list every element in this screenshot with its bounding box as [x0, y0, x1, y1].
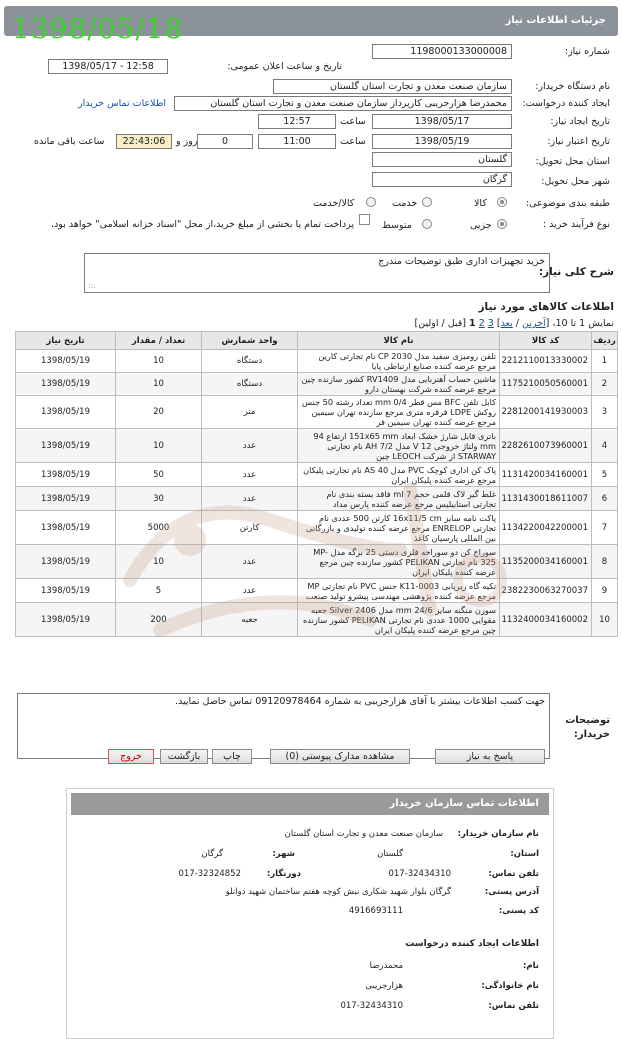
table-row: [16, 396, 618, 429]
cell-row-number: 10: [592, 603, 618, 637]
items-section-title: اطلاعات کالاهای مورد نیاز: [478, 301, 614, 313]
cell-item-code: 2282610073960001: [500, 429, 592, 463]
creator-field[interactable]: محمدرضا هزارجریبی کارپرداز سازمان صنعت معدن و تجارت استان گلستان: [174, 96, 512, 111]
col-date: تاریخ نیاز: [16, 332, 116, 350]
cell-item-code: 1134220042200001: [500, 511, 592, 545]
creator-phone-value: 017-32434310: [340, 1001, 403, 1011]
contact-org-label: نام سازمان خریدار:: [457, 829, 539, 839]
valid-time-field[interactable]: 11:00: [258, 134, 336, 149]
contact-postal-label: کد پستی:: [498, 906, 539, 916]
items-table: [15, 331, 618, 637]
cell-unit: متر: [202, 396, 298, 429]
cell-row-number: 8: [592, 545, 618, 579]
creator-phone-label: تلفن تماس:: [488, 1001, 539, 1011]
cell-row-number: 6: [592, 487, 618, 511]
cell-row-number: 7: [592, 511, 618, 545]
summary-label: شرح کلی نیاز:: [538, 266, 614, 278]
buyer-label: نام دستگاه خریدار:: [535, 81, 610, 92]
cell-unit: کارتن: [202, 511, 298, 545]
cell-unit: عدد: [202, 429, 298, 463]
process-partial-label: جزیی: [470, 220, 492, 231]
cell-item-name: باتری قابل شارژ خشک ابعاد 151x65 mm ارتفاع 94 mm ولتاژ خروجی 12 V مدل AH 7/2 نام تجارتی STARWAY از شرکت LEOCH چین: [298, 429, 500, 463]
cell-quantity: 20: [116, 396, 202, 429]
cell-quantity: 5: [116, 579, 202, 603]
cell-item-code: 1175210050560001: [500, 373, 592, 396]
process-partial-radio[interactable]: [497, 219, 507, 229]
cell-item-code: 1132400034160002: [500, 603, 592, 637]
cell-need-date: 1398/05/19: [16, 373, 116, 396]
treasury-payment-checkbox[interactable]: [359, 214, 370, 225]
cell-item-name: کابل تلفن BFC مس قطر 0/4 mm تعداد رشته 50 جنس روکش LDPE فرقره متری مرجع سازنده تهران سیمین مرجع عرضه کننده تهران سیمین فر: [298, 396, 500, 429]
remaining-label: ساعت باقی مانده: [34, 136, 105, 147]
create-date-label: تاریخ ایجاد نیاز:: [550, 116, 610, 127]
contact-address-value: گرگان بلوار شهید شکاری نبش کوچه هفتم ساختمان شهید دوانلو: [225, 887, 451, 897]
province-label: استان محل تحویل:: [535, 156, 610, 167]
pager-page-3[interactable]: 3: [487, 318, 494, 329]
col-qty: تعداد / مقدار: [116, 332, 202, 350]
cell-need-date: 1398/05/19: [16, 579, 116, 603]
cell-need-date: 1398/05/19: [16, 396, 116, 429]
table-row: [16, 429, 618, 463]
creator-label: ایجاد کننده درخواست:: [522, 98, 610, 109]
pager-separator: /: [512, 318, 523, 329]
col-unit: واحد شمارش: [202, 332, 298, 350]
contact-fax-label: دورنگار:: [266, 869, 301, 879]
contact-city-label: شهر:: [272, 849, 295, 859]
summary-textarea[interactable]: [84, 253, 550, 293]
cell-item-code: 1131420034160001: [500, 463, 592, 487]
category-service-label: خدمت: [392, 198, 418, 209]
exit-button[interactable]: خروج: [108, 749, 154, 764]
buyer-notes-text: جهت کسب اطلاعات بیشتر با آقای هزارجریبی به شماره 09120978464 تماس حاصل نمایید.: [174, 696, 545, 707]
print-button[interactable]: چاپ: [212, 749, 252, 764]
cell-unit: جعبه: [202, 603, 298, 637]
contact-city-value: گرگان: [201, 849, 223, 859]
cell-item-name: سوراخ کن دو سوراخه فلزی دستی 25 برگه مدل MP-325 نام تجارتی PELIKAN کشور سازنده چین مرجع عرضه کننده پلیکان ایران: [298, 545, 500, 579]
cell-quantity: 30: [116, 487, 202, 511]
cell-row-number: 3: [592, 396, 618, 429]
buyer-contact-link[interactable]: اطلاعات تماس خریدار: [78, 98, 167, 109]
contact-fax-value: 017-32324852: [178, 869, 241, 879]
contact-postal-value: 4916693111: [348, 906, 403, 916]
cell-need-date: 1398/05/19: [16, 350, 116, 373]
cell-item-name: غلط گیر لاک قلمی حجم 7 ml فاقد بسته بندی نام تجارتی استابیلیس مرجع عرضه کننده پارس مداد: [298, 487, 500, 511]
pager-prefix: نمایش 1 تا 10، [: [545, 318, 614, 329]
cell-quantity: 10: [116, 429, 202, 463]
cell-row-number: 9: [592, 579, 618, 603]
cell-quantity: 200: [116, 603, 202, 637]
need-number-field[interactable]: 1198000133000008: [372, 44, 512, 59]
category-both-radio[interactable]: [366, 197, 376, 207]
creator-last-value: هزارجریبی: [365, 981, 403, 991]
summary-text: خرید تجهیزات اداری طبق توضیحات مندرج: [378, 256, 545, 267]
cell-item-name: ماشین حساب آهنربایی مدل RV1409 کشور سازنده چین مرجع عرضه کننده شرکت بهستان دارو: [298, 373, 500, 396]
category-goods-radio[interactable]: [497, 197, 507, 207]
cell-item-name: پاکت نامه سایز 16x11/5 cm کارتن 500 عددی نام تجارتی ENRELOP مرجع عرضه کننده تولیدی و بازرگانی بین المللی پارسیان کاغذ: [298, 511, 500, 545]
cell-item-name: تکیه گاه زیرپایی K11-0003 جنس PVC نام تجارتی MP مرجع عرضه کننده پژوهشی مهندسی پیشرو تولید صنعت: [298, 579, 500, 603]
cell-need-date: 1398/05/19: [16, 463, 116, 487]
pager-prev-first: [قبل / اولین]: [414, 318, 467, 329]
cell-item-code: 2212110013330002: [500, 350, 592, 373]
cell-item-name: تلفن رومیزی سفید مدل CP 2030 نام تجارتی کارین مرجع عرضه کننده صنایع ارتباطی پایا: [298, 350, 500, 373]
days-label: روز و: [176, 136, 198, 147]
days-field[interactable]: 0: [197, 134, 253, 149]
cell-item-code: 2382230063270037: [500, 579, 592, 603]
creator-info-title: اطلاعات ایجاد کننده درخواست: [405, 939, 539, 949]
contact-phone-label: تلفن تماس:: [488, 869, 539, 879]
creator-first-value: محمدرضا: [369, 961, 403, 971]
announce-label: تاریخ و ساعت اعلان عمومی:: [227, 61, 342, 72]
cell-item-code: 1131430018611007: [500, 487, 592, 511]
table-row: [16, 603, 618, 637]
pager-last-link[interactable]: آخرین: [522, 318, 546, 329]
cell-need-date: 1398/05/19: [16, 511, 116, 545]
create-time-field[interactable]: 12:57: [258, 114, 336, 129]
create-time-label: ساعت: [340, 116, 366, 127]
table-row: [16, 579, 618, 603]
announce-field[interactable]: 1398/05/17 - 12:58: [48, 59, 168, 74]
cell-row-number: 4: [592, 429, 618, 463]
cell-item-name: پاک کن اداری کوچک PVC مدل AS 40 نام تجارتی پلیکان مرجع عرضه کننده پلیکان ایران: [298, 463, 500, 487]
contact-address-label: آدرس پستی:: [484, 887, 539, 897]
table-row: [16, 373, 618, 396]
items-table-header: [16, 332, 618, 350]
back-button[interactable]: بازگشت: [160, 749, 208, 764]
cell-unit: دستگاه: [202, 373, 298, 396]
cell-row-number: 2: [592, 373, 618, 396]
valid-time-label: ساعت: [340, 136, 366, 147]
cell-row-number: 5: [592, 463, 618, 487]
treasury-payment-note: پرداخت تمام یا بخشی از مبلغ خرید،از محل "اسناد خزانه اسلامی" خواهد بود.: [51, 219, 354, 230]
reply-button[interactable]: پاسخ به نیاز: [435, 749, 545, 764]
pager-page-2[interactable]: 2: [478, 318, 485, 329]
col-name: نام کالا: [298, 332, 500, 350]
cell-unit: دستگاه: [202, 350, 298, 373]
cell-need-date: 1398/05/19: [16, 603, 116, 637]
cell-need-date: 1398/05/19: [16, 487, 116, 511]
cell-quantity: 10: [116, 545, 202, 579]
pager-next-link[interactable]: بعد: [500, 318, 513, 329]
cell-unit: عدد: [202, 463, 298, 487]
buyer-notes-label: توضیحات خریدار:: [565, 715, 610, 740]
cell-quantity: 10: [116, 373, 202, 396]
pager: [415, 318, 614, 329]
pager-mid: ]: [493, 318, 501, 329]
col-row: ردیف: [592, 332, 618, 350]
remaining-timer: 22:43:06: [116, 134, 172, 149]
process-label: نوع فرآیند خرید :: [542, 219, 610, 230]
province-field[interactable]: گلستان: [372, 152, 512, 167]
category-both-label: کالا/خدمت: [313, 198, 355, 209]
cell-unit: عدد: [202, 545, 298, 579]
process-medium-label: متوسط: [382, 220, 412, 231]
cell-quantity: 50: [116, 463, 202, 487]
resize-grip-icon[interactable]: .::: [88, 281, 96, 290]
city-label: شهر محل تحویل:: [541, 176, 610, 187]
creator-last-label: نام خانوادگی:: [481, 981, 539, 991]
table-row: [16, 350, 618, 373]
page-title: جزئیات اطلاعات نیاز: [505, 15, 606, 26]
cell-need-date: 1398/05/19: [16, 545, 116, 579]
cell-quantity: 10: [116, 350, 202, 373]
cell-item-code: 1135200034160001: [500, 545, 592, 579]
pager-page-1: 1: [469, 318, 476, 329]
table-row: [16, 487, 618, 511]
cell-unit: عدد: [202, 579, 298, 603]
contact-card: [66, 788, 554, 1039]
date-stamp: 1398/05/18: [12, 12, 184, 45]
process-medium-radio[interactable]: [422, 219, 432, 229]
cell-item-code: 2281200141930003: [500, 396, 592, 429]
valid-date-label: تاریخ اعتبار نیاز:: [547, 136, 610, 147]
cell-row-number: 1: [592, 350, 618, 373]
valid-date-field[interactable]: 1398/05/19: [372, 134, 512, 149]
need-number-label: شماره نیاز:: [564, 46, 610, 57]
contact-province-value: گلستان: [377, 849, 403, 859]
create-date-field[interactable]: 1398/05/17: [372, 114, 512, 129]
cell-item-name: سوزن منگنه سایز 24/6 mm مدل Silver 2406 جعبه مقوایی 1000 عددی نام تجارتی PELIKAN کشور سازنده چین مرجع عرضه کننده پلیکان ایران: [298, 603, 500, 637]
table-row: [16, 511, 618, 545]
cell-unit: عدد: [202, 487, 298, 511]
category-service-radio[interactable]: [422, 197, 432, 207]
cell-quantity: 5000: [116, 511, 202, 545]
contact-province-label: استان:: [510, 849, 539, 859]
contact-phone-value: 017-32434310: [388, 869, 451, 879]
col-code: کد کالا: [500, 332, 592, 350]
contact-org-value: سازمان صنعت معدن و تجارت استان گلستان: [284, 829, 443, 839]
category-label: طبقه بندی موضوعی:: [525, 198, 610, 209]
buyer-field[interactable]: سازمان صنعت معدن و تجارت استان گلستان: [273, 79, 512, 94]
table-row: [16, 463, 618, 487]
cell-need-date: 1398/05/19: [16, 429, 116, 463]
city-field[interactable]: گرگان: [372, 172, 512, 187]
category-goods-label: کالا: [474, 198, 487, 209]
contact-card-title: اطلاعات تماس سازمان خریدار: [71, 793, 549, 815]
table-row: [16, 545, 618, 579]
attachments-button[interactable]: مشاهده مدارک پیوستی (0): [270, 749, 410, 764]
creator-first-label: نام:: [522, 961, 539, 971]
